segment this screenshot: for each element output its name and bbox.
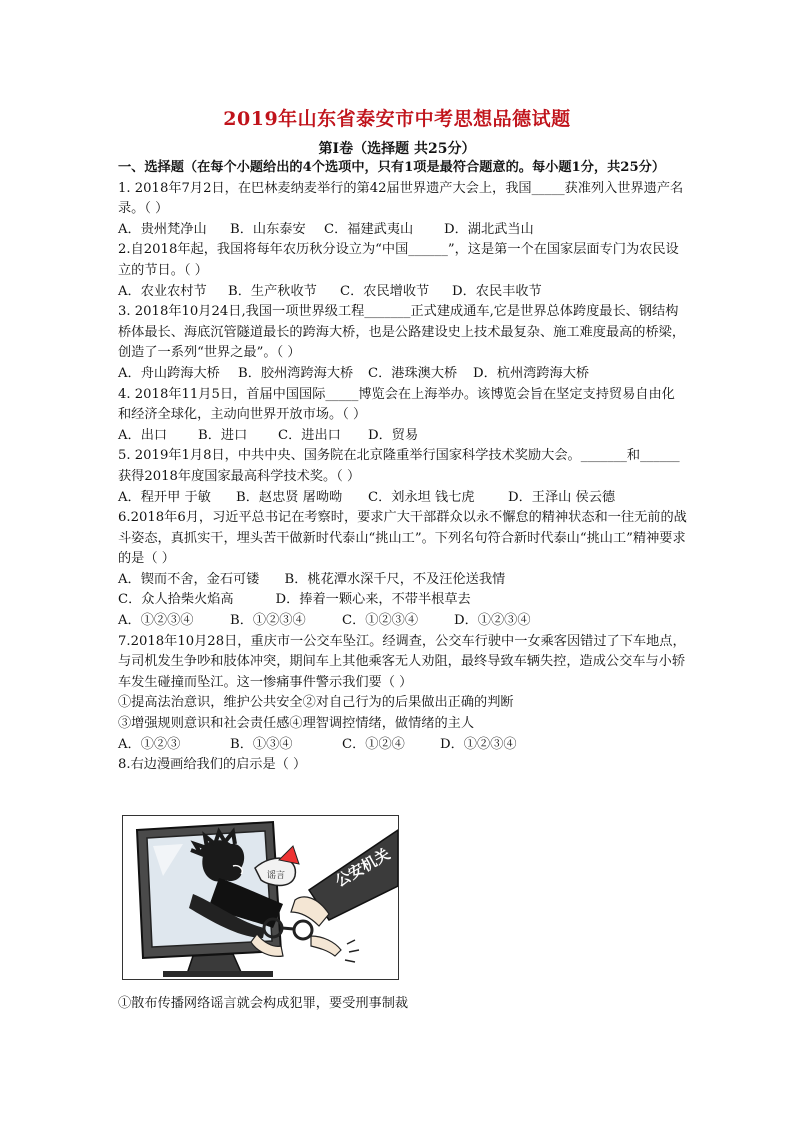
q5-option-d: D．王泽山 侯云德 bbox=[508, 489, 616, 505]
q3-option-c: C．港珠澳大桥 bbox=[368, 365, 458, 381]
q4-stem: 4. 2018年11月5日，首届中国国际_____博览会在上海举办。该博览会旨在坚定支持贸易自由化和经济全球化，主动向世界开放市场。（ ） bbox=[118, 386, 675, 423]
q3-option-b: B．胶州湾跨海大桥 bbox=[238, 365, 354, 381]
q3-option-a: A．舟山跨海大桥 bbox=[118, 365, 220, 381]
q4-option-a: A．出口 bbox=[118, 427, 168, 443]
q4-option-b: B．进口 bbox=[198, 427, 248, 443]
q3-stem: 3. 2018年10月24日,我国一项世界级工程_______正式建成通车,它是世界总体跨度最长、钢结构桥体最长、海底沉管隧道最长的跨海大桥，也是公路建设史上技术最复杂、施工难度最高的桥梁，创造了一系列“世界之最”。（ ） bbox=[118, 304, 686, 361]
q2-option-c: C．农民增收节 bbox=[340, 283, 430, 299]
q3-options bbox=[118, 364, 688, 385]
q7-statement-line-2: ③增强规则意识和社会责任感④理智调控情绪，做情绪的主人 bbox=[118, 716, 475, 732]
q8-statement-line-1: ①散布传播网络谣言就会构成犯罪，要受刑事制裁 bbox=[118, 996, 409, 1011]
q6-stem: 6.2018年6月，习近平总书记在考察时，要求广大干部群众以永不懈怠的精神状态和一往无前的战斗姿态，真抓实干，埋头苦干做新时代泰山“挑山工”。下列名句符合新时代泰山“挑山工”精神要求的是（ ） bbox=[118, 510, 687, 567]
q8-stem: 8.右边漫画给我们的启示是（ ） bbox=[118, 757, 307, 773]
q2-option-d: D．农民丰收节 bbox=[452, 283, 542, 299]
q1-option-a: A．贵州梵净山 bbox=[118, 221, 207, 237]
q5-stem: 5. 2019年1月8日，中共中央、国务院在北京隆重举行国家科学技术奖励大会。_______和______获得2018年度国家最高科学技术奖。（ ） bbox=[118, 448, 680, 484]
q5-option-a: A．程开甲 于敏 bbox=[118, 489, 211, 505]
q1-option-d: D．湖北武当山 bbox=[444, 221, 534, 237]
q2-option-a: A．农业农村节 bbox=[118, 283, 207, 299]
section-subtitle: 第Ⅰ卷（选择题 共25分） bbox=[318, 141, 476, 157]
question-body bbox=[118, 158, 688, 776]
q4-option-d: D．贸易 bbox=[368, 427, 419, 443]
q7-statement-line-1: ①提高法治意识，维护公共安全②对自己行为的后果做出正确的判断 bbox=[118, 695, 514, 711]
q6-option-b: B．①②③④ bbox=[230, 613, 306, 629]
q4-options bbox=[118, 426, 688, 447]
bubble-text: 谣言 bbox=[267, 871, 286, 881]
q1-option-c: C．福建武夷山 bbox=[324, 221, 414, 237]
q5-option-b: B．赵忠贤 屠呦呦 bbox=[236, 489, 343, 505]
q2-options bbox=[118, 282, 688, 303]
cartoon-image bbox=[122, 815, 399, 980]
q3-option-d: D．杭州湾跨海大桥 bbox=[473, 365, 590, 381]
q6-options bbox=[118, 611, 688, 632]
q5-option-c: C．刘永坦 钱七虎 bbox=[368, 489, 475, 505]
section-heading: 一、选择题（在每个小题给出的4个选项中，只有1项是最符合题意的。每小题1分，共25分） bbox=[118, 160, 666, 175]
page-title: 2019年山东省泰安市中考思想品德试题 bbox=[223, 108, 571, 130]
q5-options bbox=[118, 488, 688, 509]
q7-option-d: D．①②③④ bbox=[440, 736, 517, 752]
q1-option-b: B．山东泰安 bbox=[230, 221, 306, 237]
police-arm bbox=[291, 830, 398, 926]
cartoon-drawing bbox=[123, 816, 398, 979]
q4-option-c: C．进出口 bbox=[278, 427, 341, 443]
q7-stem: 7.2018年10月28日，重庆市一公交车坠江。经调查，公交车行驶中一女乘客因错过了下车地点，与司机发生争吵和肢体冲突，期间车上其他乘客无人劝阻，最终导致车辆失控，造成公交车与小轿车发生碰撞而坠江。这一惨痛事件警示我们要（ ） bbox=[118, 633, 686, 690]
q1-options bbox=[118, 220, 688, 241]
q6-statement-line-1: A．锲而不舍，金石可镂 B．桃花潭水深千尺，不及汪伦送我情 bbox=[118, 571, 506, 587]
q7-option-a: A．①②③ bbox=[118, 736, 181, 752]
q6-option-d: D．①②③④ bbox=[454, 613, 531, 629]
q7-option-b: B．①③④ bbox=[230, 736, 293, 752]
q1-stem: 1. 2018年7月2日，在巴林麦纳麦举行的第42届世界遗产大会上，我国_____获准列入世界遗产名录。（ ） bbox=[118, 180, 684, 217]
sign-text: 公安机关 bbox=[332, 844, 394, 891]
q6-option-a: A．①②③④ bbox=[118, 613, 194, 629]
q7-options bbox=[118, 735, 688, 756]
q6-option-c: C．①②③④ bbox=[342, 613, 419, 629]
q2-option-b: B．生产秋收节 bbox=[228, 283, 317, 299]
q7-option-c: C．①②④ bbox=[342, 736, 405, 752]
q2-stem: 2.自2018年起，我国将每年农历秋分设立为“中国______”，这是第一个在国家层面专门为农民设立的节日。（ ） bbox=[118, 242, 679, 278]
q6-statement-line-2: C．众人拾柴火焰高 D．捧着一颗心来，不带半根草去 bbox=[118, 592, 471, 608]
